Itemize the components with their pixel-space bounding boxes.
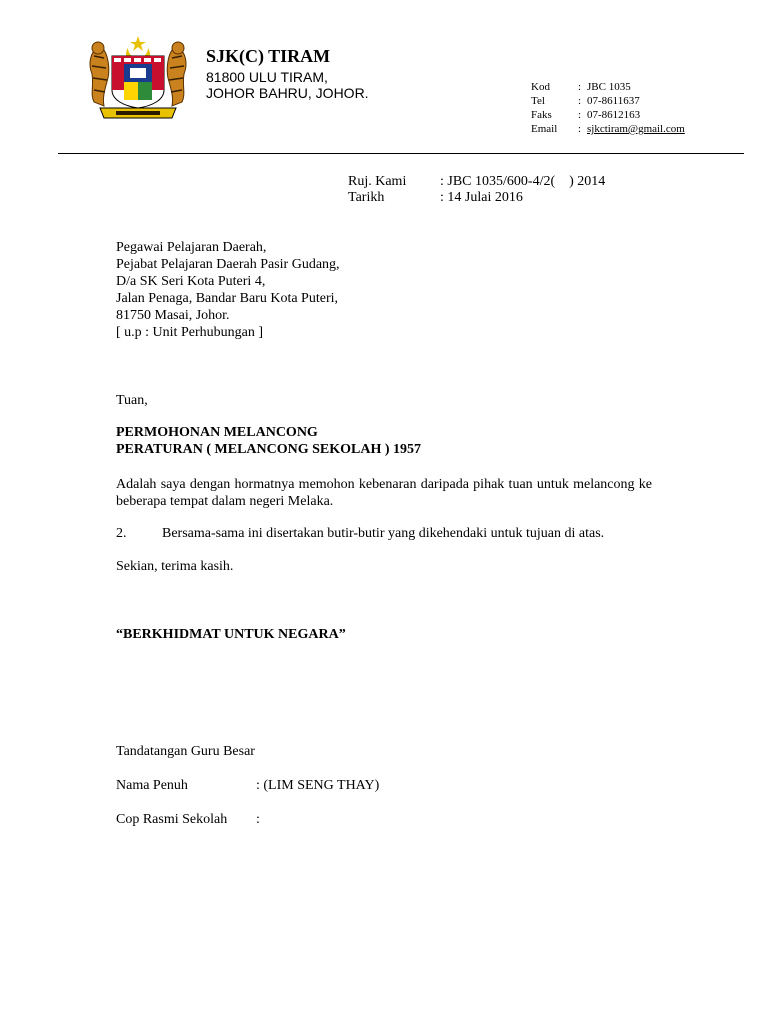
contact-sep: : <box>578 81 582 93</box>
school-stamp-row <box>116 812 260 828</box>
contact-row-kod <box>531 81 631 93</box>
closing-text: Sekian, terima kasih. <box>116 559 234 574</box>
contact-label: Tel <box>531 95 545 107</box>
subject-line-2: PERATURAN ( MELANCONG SEKOLAH ) 1957 <box>116 442 422 457</box>
paragraph-number: 2. <box>116 526 127 541</box>
full-name-row <box>116 778 379 794</box>
email-link[interactable]: sjkctiram@gmail.com <box>587 123 685 135</box>
reference-row <box>348 174 605 190</box>
school-address-line-2: JOHOR BAHRU, JOHOR. <box>206 85 369 101</box>
recipient-line: [ u.p : Unit Perhubungan ] <box>116 325 263 340</box>
date-row <box>348 190 523 206</box>
school-address-line-1: 81800 ULU TIRAM, <box>206 69 328 85</box>
malaysia-coat-of-arms-icon <box>84 34 192 122</box>
date-value: : 14 Julai 2016 <box>440 190 523 205</box>
paragraph-text: Bersama-sama ini disertakan butir-butir yang dikehendaki untuk tujuan di atas. <box>162 526 605 541</box>
recipient-line: 81750 Masai, Johor. <box>116 308 230 323</box>
contact-sep: : <box>578 95 582 107</box>
contact-value: 07-8611637 <box>587 95 640 107</box>
contact-row-tel <box>531 95 640 107</box>
reference-value: : JBC 1035/600-4/2( ) 2014 <box>440 174 606 189</box>
body-paragraph-1: Adalah saya dengan hormatnya memohon kebenaran daripada pihak tuan untuk melancong ke beberapa tempat dalam negeri Melaka. <box>116 477 652 509</box>
full-name-label: Nama Penuh <box>116 778 188 793</box>
reference-label: Ruj. Kami <box>348 174 407 189</box>
full-name-value: : (LIM SENG THAY) <box>256 778 380 793</box>
recipient-line: D/a SK Seri Kota Puteri 4, <box>116 274 266 289</box>
recipient-line: Pegawai Pelajaran Daerah, <box>116 240 267 255</box>
header-divider <box>58 153 744 154</box>
school-stamp-value: : <box>256 812 260 827</box>
contact-label: Faks <box>531 109 552 121</box>
contact-label: Kod <box>531 81 550 93</box>
date-label: Tarikh <box>348 190 385 205</box>
motto: “BERKHIDMAT UNTUK NEGARA” <box>116 627 346 642</box>
body-paragraph-2 <box>116 526 604 542</box>
contact-row-email <box>531 123 685 135</box>
school-stamp-label: Cop Rasmi Sekolah <box>116 812 228 827</box>
school-name: SJK(C) TIRAM <box>206 46 331 66</box>
signature-line: Tandatangan Guru Besar <box>116 744 255 759</box>
subject-line-1: PERMOHONAN MELANCONG <box>116 425 318 440</box>
recipient-line: Jalan Penaga, Bandar Baru Kota Puteri, <box>116 291 338 306</box>
contact-sep: : <box>578 109 582 121</box>
contact-sep: : <box>578 123 582 135</box>
contact-label: Email <box>531 123 558 135</box>
contact-value: JBC 1035 <box>587 81 631 93</box>
recipient-line: Pejabat Pelajaran Daerah Pasir Gudang, <box>116 257 340 272</box>
salutation: Tuan, <box>116 393 148 408</box>
contact-row-faks <box>531 109 640 121</box>
contact-value: 07-8612163 <box>587 109 641 121</box>
